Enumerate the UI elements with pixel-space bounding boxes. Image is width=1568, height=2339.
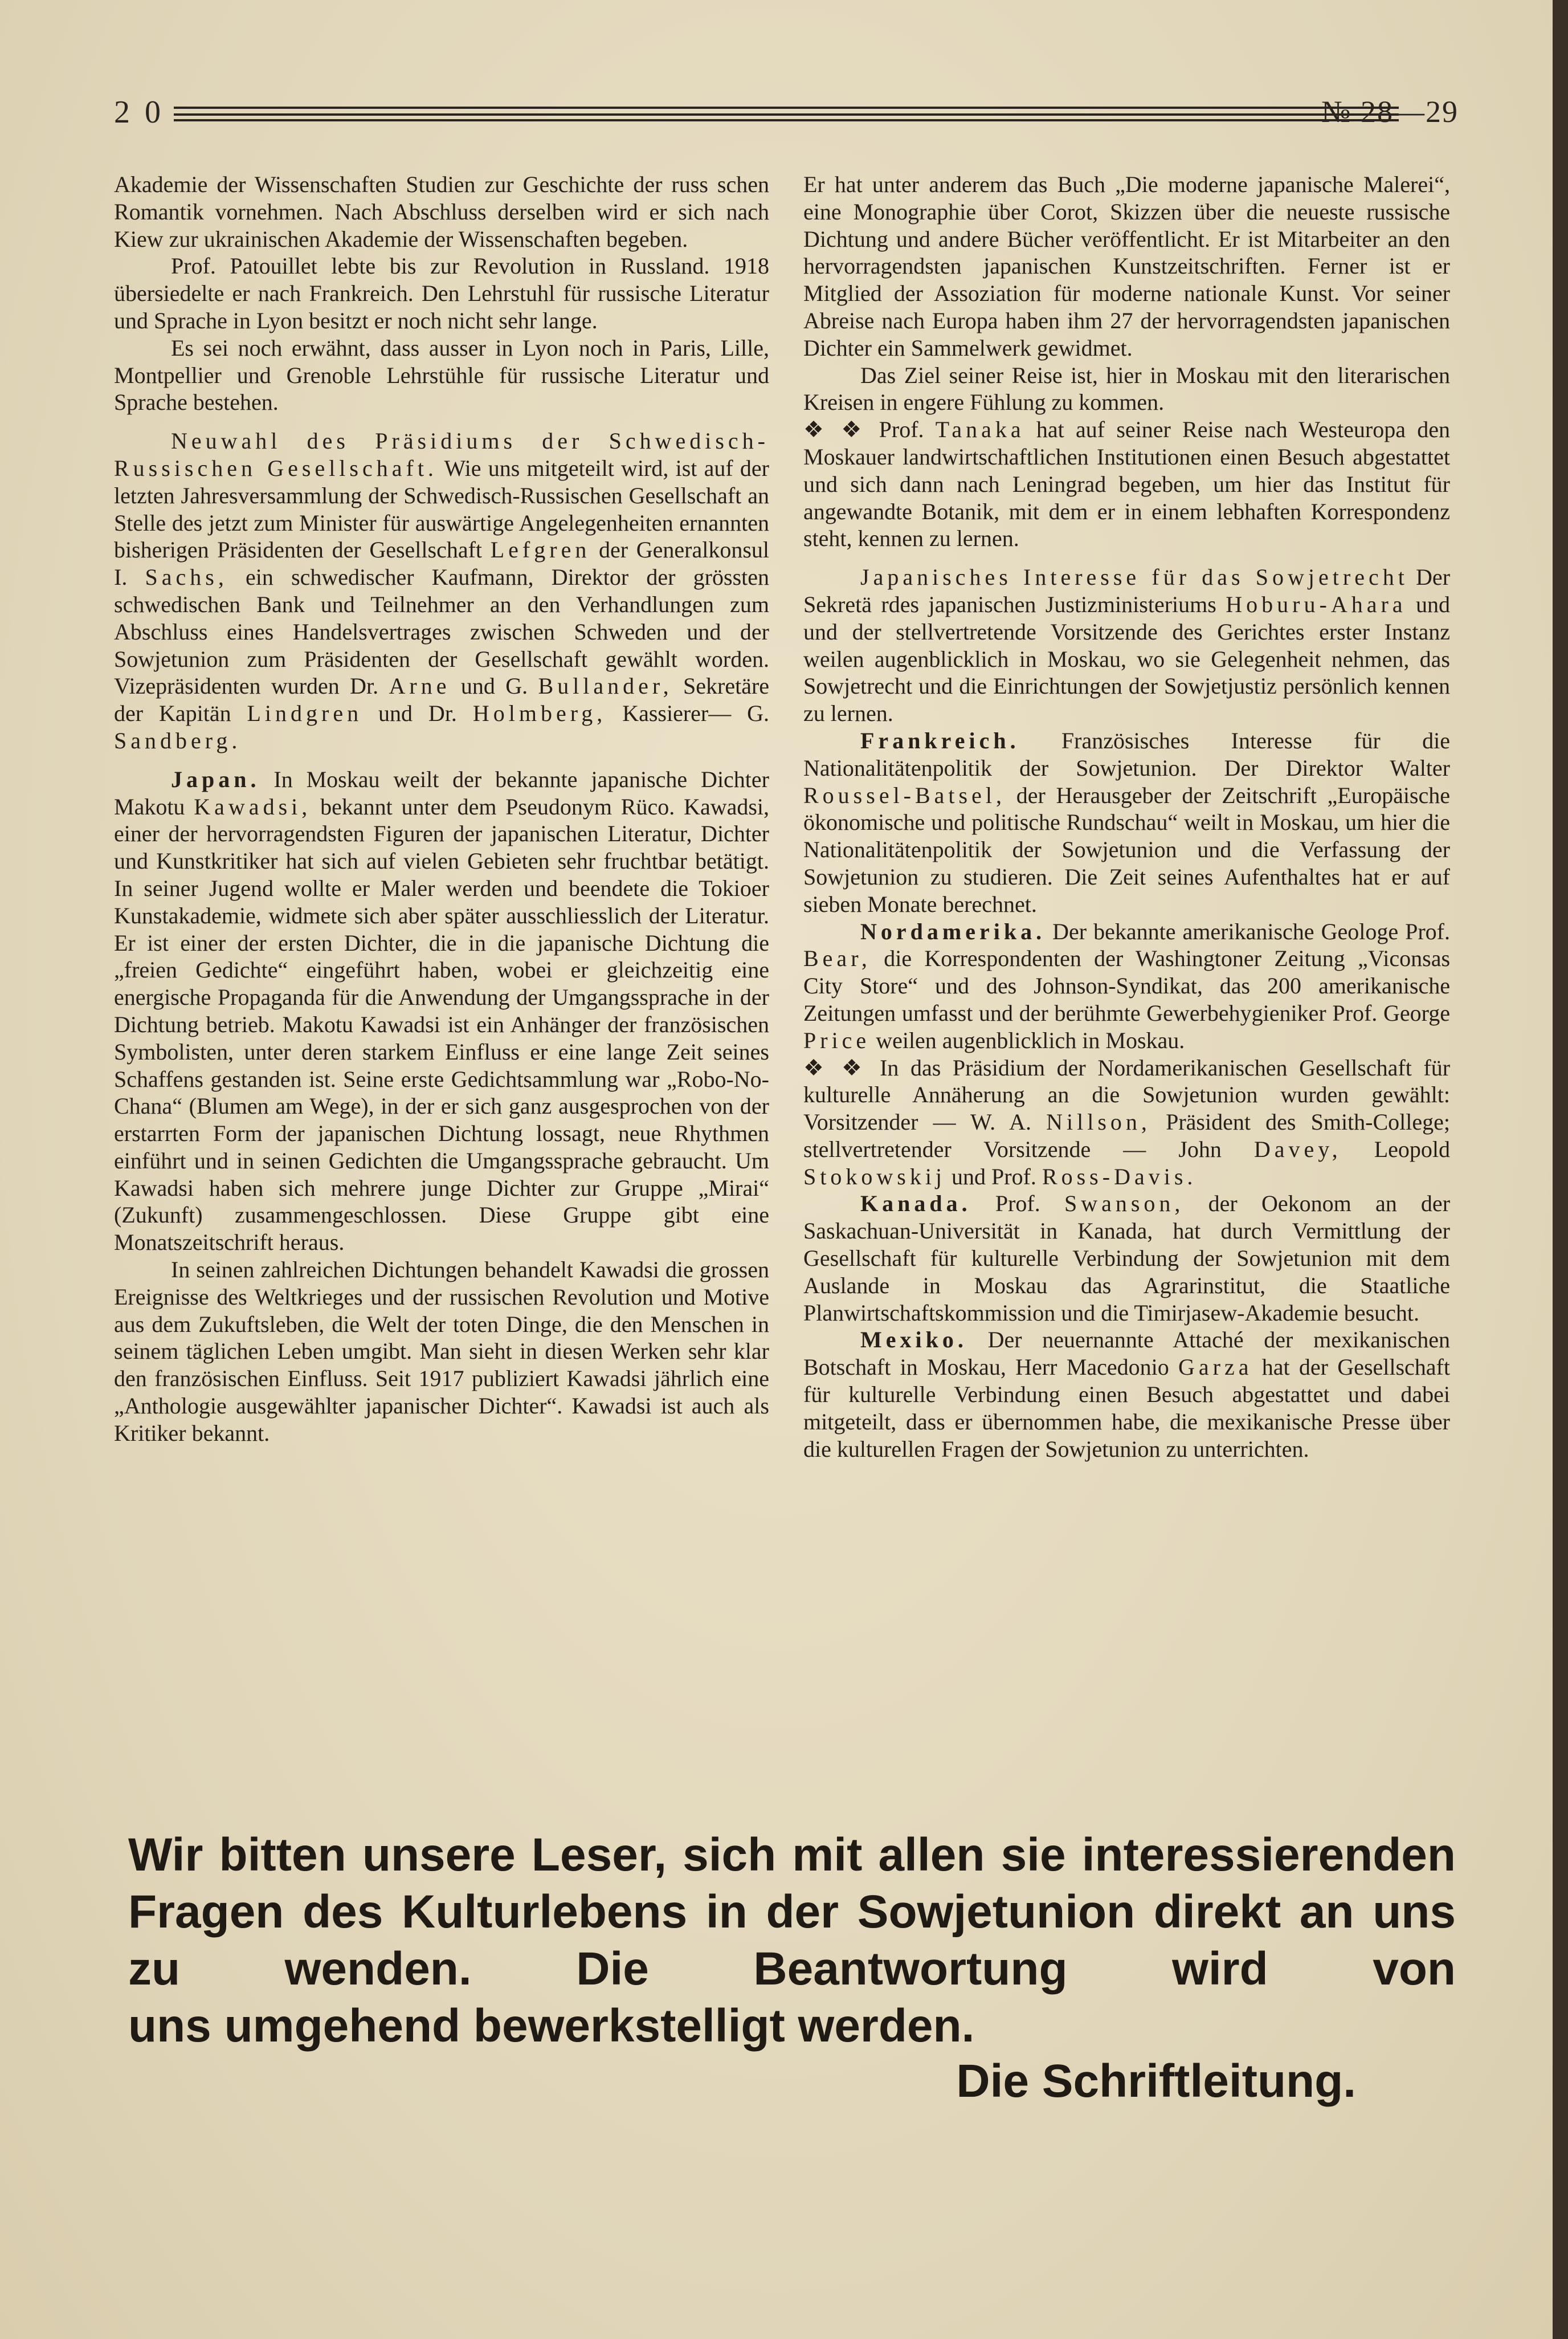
paragraph-tanaka: ❖ ❖ Prof. Tanaka hat auf seiner Reise nach Westeuropa den Moskauer landwirtschaftlichen Institutionen einen Besuch abgestattet und sich dann nach Leningrad begeben, um hier das Institut für angewandte Botanik, mit dem er in einem lebhaften Korrespondenz steht, kennen zu lernen.: [803, 417, 1450, 552]
section-schwedisch-russisch: Neuwahl des Präsidiums der Schwedisch-Russischen Gesellschaft. Wie uns mitgeteilt wird, ist auf der letzten Jahresversammlung der Schwedisch-Russischen Gesellschaft an Stelle des jetzt zum Minister für auswärtige Angelegenheiten ernannten bisherigen Präsidenten der Gesellschaft Lefgren der Generalkonsul I. Sachs, ein schwedischer Kaufmann, Direktor der grössten schwedischen Bank und Teilnehmer an den Verhandlungen zum Abschluss eines Handelsvertrages zwischen Schweden und der Sowjetunion zum Präsidenten der Gesellschaft gewählt worden. Vizepräsidenten wurden Dr. Arne und G. Bullander, Sekretäre der Kapitän Lindgren und Dr. Holmberg, Kassierer— G. Sandberg.: [114, 428, 770, 753]
spaced-name: Kawadsi,: [194, 793, 312, 820]
page-header: [114, 94, 1459, 134]
paragraph-lehrstuehle: Es sei noch erwähnt, dass ausser in Lyon noch in Paris, Lille, Montpellier und Grenoble Lehrstühle für russische Literatur und Sprache bestehen.: [114, 335, 769, 415]
spaced-name: Arne: [389, 673, 451, 699]
issue-number: № 28—29: [1321, 95, 1459, 129]
left-column: [114, 171, 769, 1447]
spaced-name: Holmberg,: [472, 700, 607, 727]
spaced-name: Tanaka: [935, 417, 1025, 443]
editorial-signature: Die Schriftleitung.: [956, 2055, 1356, 2107]
section-heading: Nordamerika.: [860, 918, 1046, 944]
paragraph-kiew: Akademie der Wissenschaften Studien zur Geschichte der russ schen Romantik vornehmen. Nach Abschluss derselben wird er sich nach Kiew zur ukrainischen Akademie der Wissenschaften begeben.: [114, 172, 769, 252]
paragraph-kawadsi-works: Er hat unter anderem das Buch „Die moderne japanische Malerei“, eine Monographie über Corot, Skizzen über die neueste russische Dichtung und andere Bücher veröffentlicht. Er ist Mitarbeiter an den hervorragendsten japanischen Kunstzeitschriften. Ferner ist er Mitglied der Assoziation für moderne nationale Kunst. Vor seiner Abreise nach Europa haben ihm 27 der hervorragendsten japanischen Dichter ein Sammelwerk gewidmet.: [803, 172, 1450, 361]
paragraph-patouillet: Prof. Patouillet lebte bis zur Revolution in Russland. 1918 übersiedelte er nach Frankreich. Den Lehrstuhl für russische Literatur und Sprache in Lyon besitzt er noch nicht sehr lange.: [114, 253, 769, 333]
spaced-name: Bullander,: [538, 673, 673, 699]
section-heading: Mexiko.: [860, 1327, 967, 1353]
spaced-name: Bear,: [803, 946, 871, 972]
page-number: 2 0: [114, 95, 164, 130]
header-rule: [174, 113, 1399, 116]
notice-last-line: uns umgehend bewerkstelligt werden.: [128, 2000, 975, 2052]
ornament-icon: ❖ ❖: [803, 1054, 868, 1081]
scan-edge: [1553, 0, 1568, 2339]
spaced-name: Sandberg.: [114, 727, 242, 753]
section-heading: Japanisches Interesse für das Sowjetrecht: [860, 564, 1408, 590]
section-japan: Japan. In Moskau weilt der bekannte japanische Dichter Makotu Kawadsi, bekannt unter dem Pseudonym Rüco. Kawadsi, einer der hervorragendsten Figuren der japanischen Literatur, Dichter und Kunstkritiker hat sich auf vielen Gebieten sehr fruchtbar betätigt. In seiner Jugend wollte er Maler werden und beendete die Tokioer Kunstakademie, widmete sich aber später ausschliesslich der Literatur. Er ist einer der ersten Dichter, die in die japanische Dichtung die „freien Gedichte“ eingeführt haben, wobei er gleichzeitig eine energische Propaganda für die Anwendung der Umgangssprache in der Dichtung betrieb. Makotu Kawadsi ist ein Anhänger der französischen Symbolisten, unter deren starkem Einfluss er eine lange Zeit seines Schaffens gestanden ist. Seine erste Gedichtsammlung war „Robo-No-Chana“ (Blumen am Wege), in der er sich ganz ausgesprochen von der erstarrten Form der japanischen Dichtung lossagt, neue Rhythmen einführt und in seinen Gedichten die Umgangssprache gebraucht. Um Kawadsi haben sich mehrere junge Dichter zur Gruppe „Mirai“ (Zukunft) zusammengeschlossen. Diese Gruppe gibt eine Monatszeitschrift heraus.: [114, 766, 770, 1256]
section-mexiko: Mexiko. Der neuernannte Attaché der mexikanischen Botschaft in Moskau, Herr Macedonio Garza hat der Gesellschaft für kulturelle Verbindung einen Besuch abgestattet und dabei mitgeteilt, dass er übernommen habe, die mexikanische Presse über die kulturellen Fragen der Sowjetunion zu unterrichten.: [803, 1327, 1451, 1462]
spaced-name: Davey,: [1253, 1136, 1342, 1162]
section-frankreich: Frankreich. Französisches Interesse für die Nationalitätenpolitik der Sowjetunion. Der Direktor Walter Roussel-Batsel, der Herausgeber der Zeitschrift „Europäische ökonomische und politische Rundschau“ weilt in Moskau, um hier die Nationalitätenpolitik der Sowjetunion und die Verfassung der Sowjetunion zu studieren. Die Zeit seines Aufenthaltes hat er auf sieben Monate berechnet.: [803, 727, 1451, 917]
spaced-name: Hoburu-Ahara: [1226, 591, 1407, 617]
spaced-name: Nillson,: [1046, 1109, 1151, 1135]
section-heading: Frankreich.: [860, 727, 1020, 753]
spaced-name: Roussel-Batsel,: [803, 782, 1006, 808]
section-heading: Kanada.: [860, 1191, 971, 1217]
spaced-name: Ross-Davis.: [1042, 1163, 1197, 1189]
section-heading: Neuwahl des Präsidiums der Schwedisch-Russischen Gesellschaft.: [114, 428, 769, 481]
ornament-icon: ❖ ❖: [803, 417, 868, 443]
section-nordamerika: Nordamerika. Der bekannte amerikanische Geologe Prof. Bear, die Korrespondenten der Washingtoner Zeitung „Viconsas City Store“ und des Johnson-Syndikat, das 200 amerikanische Zeitungen umfasst und der berühmte Gewerbehygieniker Prof. George Price weilen augenblicklich in Moskau.: [803, 918, 1451, 1053]
spaced-name: Price: [803, 1027, 871, 1053]
right-column: [803, 171, 1450, 1462]
section-kanada: Kanada. Prof. Swanson, der Oekonom an der Saskachuan-Universität in Kanada, hat durch Vermittlung der Gesellschaft für kulturelle Verbindung der Sowjetunion mit dem Auslande in Moskau das Agrarinstitut, die Staatliche Planwirtschaftskommission und die Timirjasew-Akademie besucht.: [803, 1191, 1451, 1326]
spaced-name: Swanson,: [1064, 1191, 1185, 1217]
paragraph-kawadsi: In seinen zahlreichen Dichtungen behandelt Kawadsi die grossen Ereignisse des Weltkrieges und der russischen Revolution und Motive aus dem Zukuftsleben, die Welt der toten Dinge, die den Menschen in seinem täglichen Leben umgibt. Man sieht in diesen Werken sehr klar den französischen Einfluss. Seit 1917 publiziert Kawadsi jährlich eine „Anthologie ausgewählter japanischer Dichter“. Kawadsi ist auch als Kritiker bekannt.: [114, 1257, 769, 1446]
section-sowjetrecht: Japanisches Interesse für das Sowjetrecht Der Sekretä rdes japanischen Justizministeriums Hoburu-Ahara und und der stellvertretende Vorsitzende des Gerichtes erster Instanz weilen augenblicklich in Moskau, wo sie Gelegenheit nehmen, das Sowjetrecht und die Einrichtungen der Sowjetjustiz persönlich kennen zu lernen.: [803, 564, 1451, 727]
notice-text: Wir bitten unsere Leser, sich mit allen sie interessierenden Fragen des Kulturlebens in der Sowjetunion direkt an uns zu wenden. Die Beantwortung wird von: [128, 1829, 1456, 1995]
spaced-name: Sachs,: [145, 564, 228, 590]
header-rule: [174, 107, 1399, 109]
paragraph-praesidium: ❖ ❖ In das Präsidium der Nordamerikanischen Gesellschaft für kulturelle Annäherung an die Sowjetunion wurden gewählt: Vorsitzender — W. A. Nillson, Präsident des Smith-College; stellvertretender Vorsitzende — John Davey, Leopold Stokowskij und Prof. Ross-Davis.: [803, 1054, 1451, 1189]
section-heading: Japan.: [171, 766, 260, 792]
spaced-name: Lindgren: [247, 700, 363, 727]
paragraph-reise: Das Ziel seiner Reise ist, hier in Moskau mit den literarischen Kreisen in engere Fühlung zu kommen.: [803, 362, 1450, 415]
spaced-name: Garza: [1178, 1354, 1253, 1380]
header-rule: [174, 119, 1399, 121]
spaced-name: Lefgren: [490, 537, 591, 563]
spaced-name: Stokowskij: [803, 1163, 946, 1189]
reader-notice: [128, 1827, 1456, 2055]
